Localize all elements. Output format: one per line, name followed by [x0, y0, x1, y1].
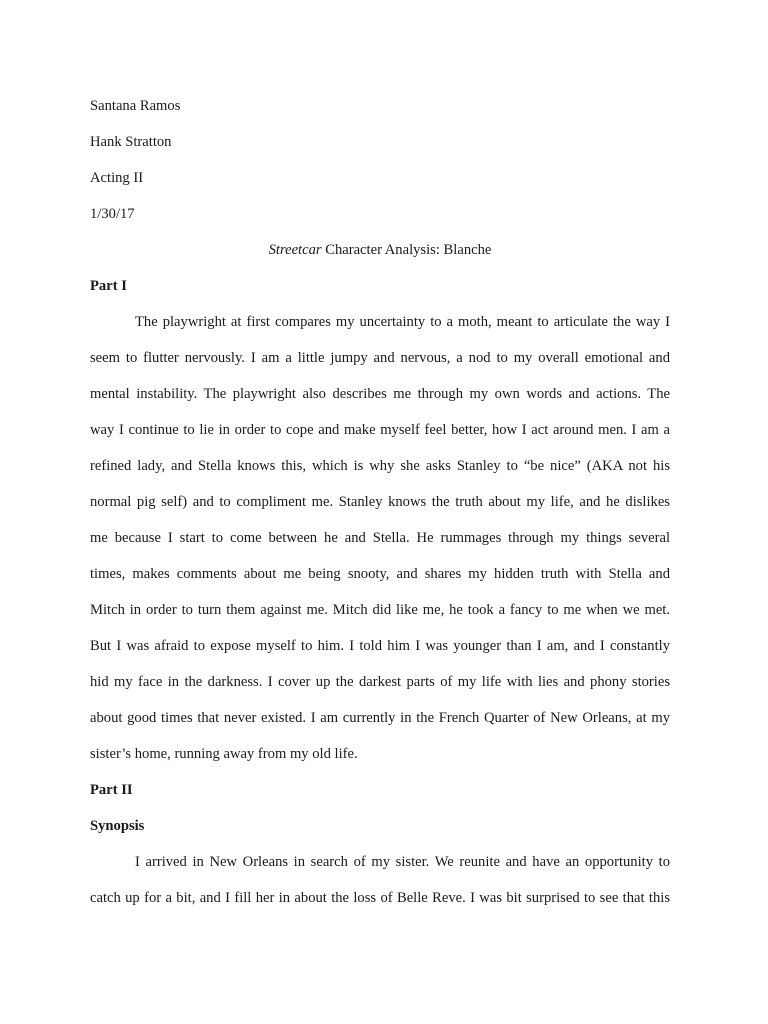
paragraph-line: times, makes comments about me being snooty, and shares my hidden truth with Stella and	[90, 566, 670, 582]
paragraph-line: mental instability. The playwright also describes me through my own words and actions. The	[90, 386, 670, 402]
instructor-name: Hank Stratton	[90, 134, 172, 150]
part-1-paragraph	[90, 304, 670, 772]
paragraph-line: hid my face in the darkness. I cover up the darkest parts of my life with lies and phony stories	[90, 674, 670, 690]
paragraph-line: But I was afraid to expose myself to him. I told him I was younger than I am, and I constantly	[90, 638, 670, 654]
paragraph-line: catch up for a bit, and I fill her in about the loss of Belle Reve. I was bit surprised to see that this	[90, 890, 670, 906]
paragraph-line: The playwright at first compares my uncertainty to a moth, meant to articulate the way I	[135, 314, 670, 330]
synopsis-heading: Synopsis	[90, 818, 145, 834]
paragraph-line: way I continue to lie in order to cope and make myself feel better, how I act around men. I am a	[90, 422, 670, 438]
synopsis-paragraph	[90, 844, 670, 916]
student-name: Santana Ramos	[90, 98, 181, 114]
course-name: Acting II	[90, 170, 144, 186]
paragraph-line: Mitch in order to turn them against me. Mitch did like me, he took a fancy to me when we met.	[90, 602, 670, 618]
document-body	[90, 88, 670, 916]
paragraph-line: normal pig self) and to compliment me. Stanley knows the truth about my life, and he dislikes	[90, 494, 670, 510]
document-title	[90, 232, 670, 268]
paragraph-line: I arrived in New Orleans in search of my sister. We reunite and have an opportunity to	[135, 854, 670, 870]
paragraph-line: me because I start to come between he and Stella. He rummages through my things several	[90, 530, 670, 546]
paragraph-line: refined lady, and Stella knows this, which is why she asks Stanley to “be nice” (AKA not his	[90, 458, 670, 474]
title-italic: Streetcar	[268, 242, 322, 258]
title-rest: Character Analysis: Blanche	[321, 242, 492, 258]
part-1-heading: Part I	[90, 278, 127, 294]
part-2-heading: Part II	[90, 782, 133, 798]
paragraph-line: sister’s home, running away from my old life.	[90, 746, 358, 762]
paragraph-line: about good times that never existed. I am currently in the French Quarter of New Orleans, at my	[90, 710, 670, 726]
paragraph-line: seem to flutter nervously. I am a little jumpy and nervous, a nod to my overall emotional and	[90, 350, 670, 366]
date: 1/30/17	[90, 206, 135, 222]
